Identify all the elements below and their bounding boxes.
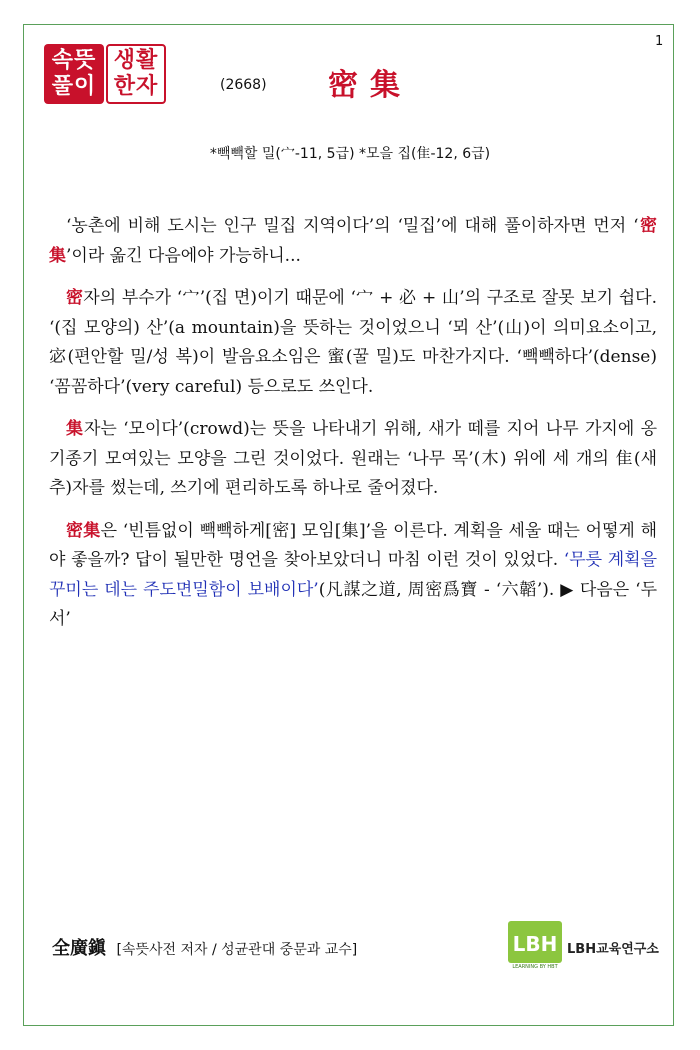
logo-left-block bbox=[44, 44, 104, 104]
highlight-hanja: 密集 bbox=[66, 520, 101, 541]
lbh-mark-subtext: LEARNING BY HBT bbox=[512, 964, 558, 970]
highlight-hanja: 集 bbox=[66, 419, 84, 439]
lbh-mark-icon bbox=[507, 918, 563, 970]
page-title: 密集 bbox=[328, 68, 412, 103]
author-name: 全廣鎭 bbox=[52, 938, 106, 959]
character-info: *빽빽할 밀(宀-11, 5급) *모을 집(隹-12, 6급) bbox=[209, 146, 491, 162]
logo-left-line2: 풀이 bbox=[51, 74, 97, 99]
author-affiliation: [속뜻사전 저자 / 성균관대 중문과 교수] bbox=[116, 942, 358, 958]
column-logo bbox=[44, 44, 168, 104]
logo-left-line1: 속뜻 bbox=[51, 48, 97, 73]
doc-number: (2668) bbox=[220, 77, 267, 93]
paragraph-text: (凡謀之道, 周密爲寶 - ‘六韜’). ▶ 다음은 ‘두서’ bbox=[49, 579, 657, 629]
paragraph-text: 자는 ‘모이다’(crowd)는 뜻을 나타내기 위해, 새가 떼를 지어 나무 가지에 옹기종기 모여있는 모양을 그린 것이었다. 원래는 ‘나무 목’(木) 위에 세 개의 隹(새 추)자를 썼는데, 쓰기에 편리하도록 하나로 줄어졌다. bbox=[49, 419, 658, 498]
lbh-logo bbox=[507, 918, 667, 970]
highlight-hanja: 密集 bbox=[49, 216, 658, 266]
highlight-hanja: 密 bbox=[66, 288, 84, 308]
paragraph-text: 자의 부수가 ‘宀’(집 면)이기 때문에 ‘宀 + 必 + 山’의 구조로 잘못 보기 쉽다. ‘(집 모양의) 산’(a mountain)을 뜻하는 것이었으니 ‘뫼 산’(山)이 의미요소이고, 宓(편안할 밀/성 복)이 발음요소임은 蜜(꿀 밀)도 마찬가지다. ‘빽빽하다’(dense) ‘꼼꼼하다’(very careful) 등으로도 쓰인다. bbox=[49, 288, 658, 397]
page-number: 1 bbox=[655, 34, 664, 49]
paragraph-text: 은 ‘빈틈없이 빽빽하게[密] 모임[集]’을 이른다. 계획을 세울 때는 어떻게 해야 좋을까? 답이 될만한 명언을 찾아보았더니 마침 이런 것이 있었다. bbox=[49, 520, 657, 570]
org-name: LBH교육연구소 bbox=[567, 942, 659, 957]
paragraph-text: ’이라 옮긴 다음에야 가능하니... bbox=[66, 245, 301, 266]
logo-right-line1: 생활 bbox=[113, 48, 159, 73]
paragraph-jip bbox=[49, 415, 657, 504]
paragraph-miljip bbox=[49, 517, 657, 635]
paragraph-text: ‘농촌에 비해 도시는 인구 밀집 지역이다’의 ‘밀집’에 대해 풀이하자면 먼저 ‘ bbox=[66, 216, 639, 236]
paragraph-mil bbox=[49, 284, 657, 402]
quote-text: ‘무릇 계획을 꾸미는 데는 주도면밀함이 보배이다’ bbox=[49, 550, 657, 600]
logo-right-line2: 한자 bbox=[113, 74, 159, 99]
paragraph-intro bbox=[49, 212, 657, 271]
lbh-mark-text: LBH bbox=[512, 932, 558, 956]
logo-right-block bbox=[106, 44, 166, 104]
article-body bbox=[49, 212, 657, 648]
author-line bbox=[52, 934, 357, 960]
